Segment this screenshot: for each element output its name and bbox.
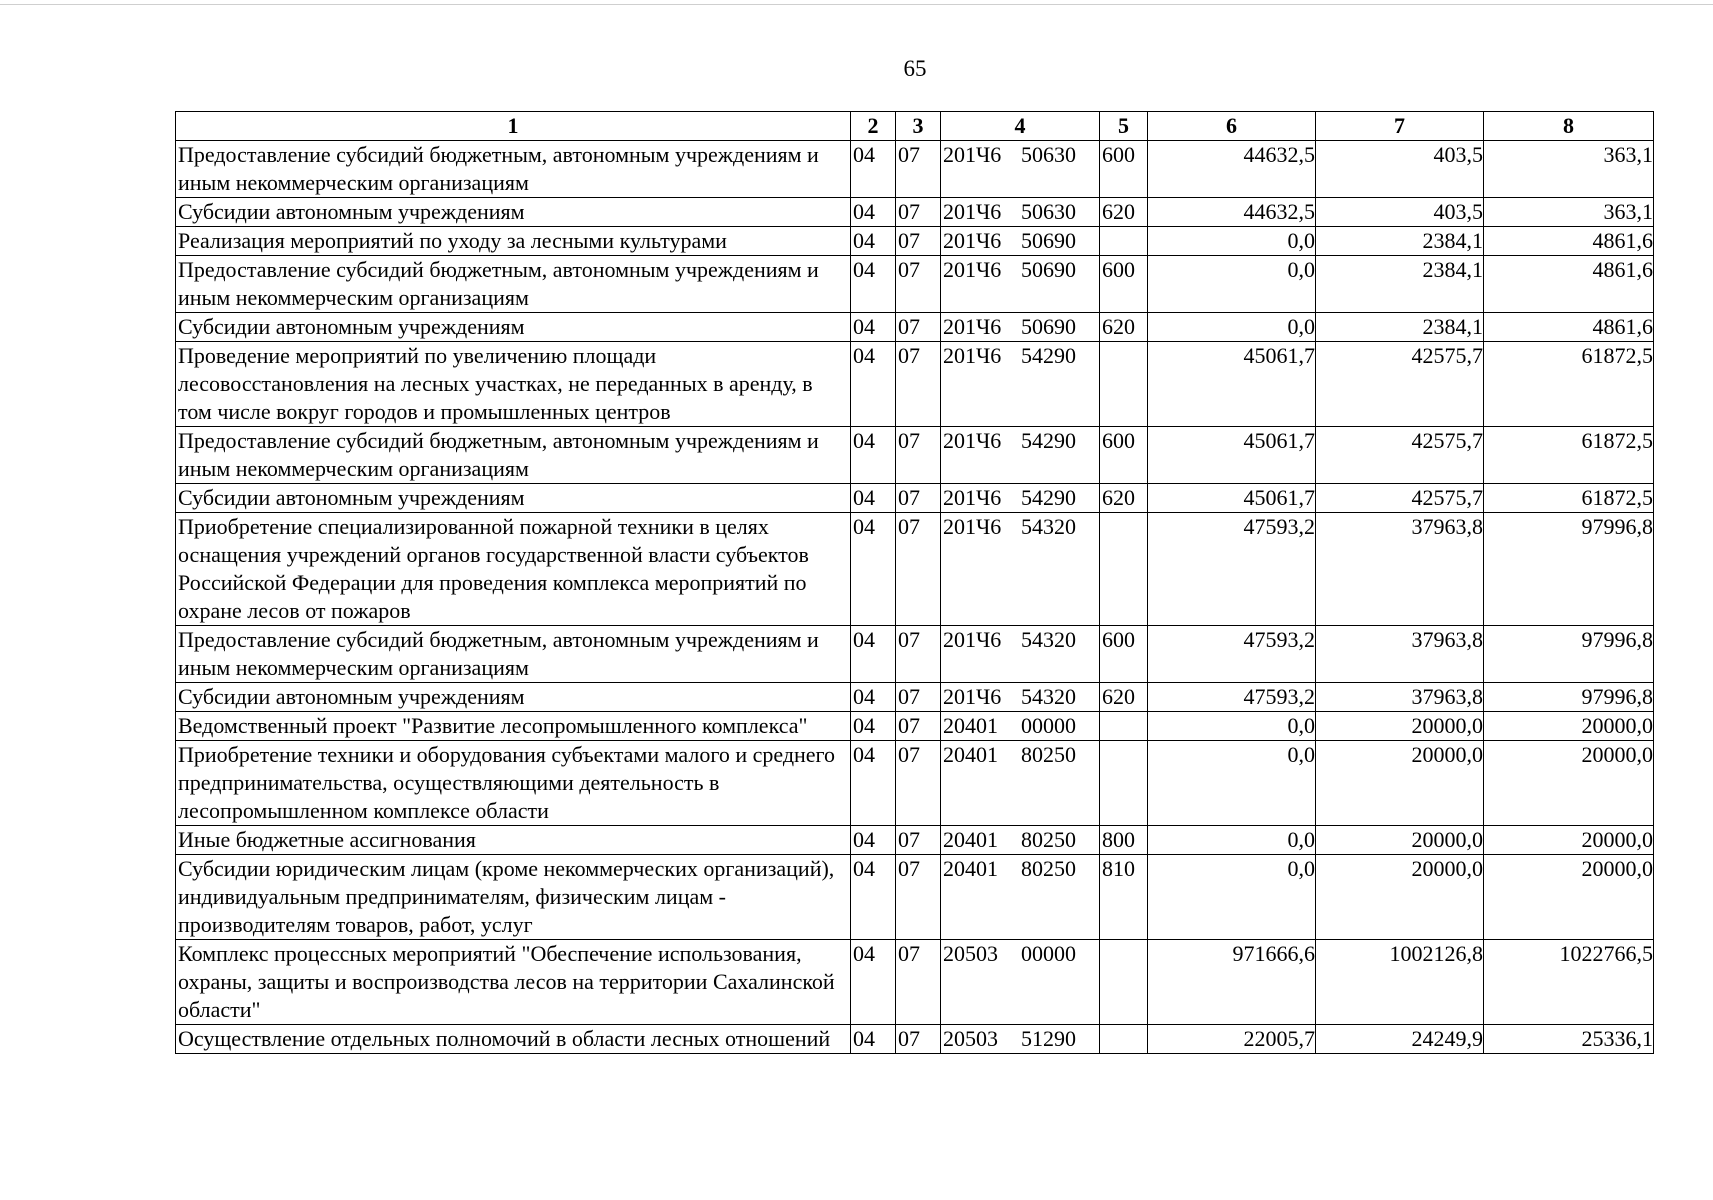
row-section-code: 04	[851, 683, 896, 712]
row-program-code: 201Ч6	[943, 142, 1002, 167]
row-name: Предоставление субсидий бюджетным, автономным учреждениям и иным некоммерческим организациям	[176, 141, 851, 198]
row-value-col-6: 44632,5	[1148, 198, 1316, 227]
row-program-code: 201Ч6	[943, 314, 1002, 339]
row-value-col-6: 22005,7	[1148, 1025, 1316, 1054]
header-col-6: 6	[1148, 112, 1316, 141]
row-name: Предоставление субсидий бюджетным, автономным учреждениям и иным некоммерческим организациям	[176, 427, 851, 484]
row-value-col-7: 20000,0	[1316, 712, 1484, 741]
row-value-col-7: 403,5	[1316, 141, 1484, 198]
table-row	[176, 855, 1654, 940]
row-program-code: 201Ч6	[943, 684, 1002, 709]
row-subsection-code: 07	[896, 1025, 941, 1054]
row-subsection-code: 07	[896, 712, 941, 741]
row-value-col-8: 20000,0	[1484, 741, 1654, 826]
row-expense-type-code	[1100, 712, 1148, 741]
row-section-code: 04	[851, 1025, 896, 1054]
row-subsection-code: 07	[896, 683, 941, 712]
row-direction-code: 50690	[1021, 314, 1076, 339]
table-row	[176, 626, 1654, 683]
row-section-code: 04	[851, 342, 896, 427]
row-subsection-code: 07	[896, 342, 941, 427]
row-program-code: 201Ч6	[943, 514, 1002, 539]
row-name: Субсидии юридическим лицам (кроме некоммерческих организаций), индивидуальным предпринимателям, физическим лицам - производителям товаров, работ, услуг	[176, 855, 851, 940]
row-value-col-8: 4861,6	[1484, 227, 1654, 256]
row-target-article-code	[941, 513, 1100, 626]
row-value-col-6: 45061,7	[1148, 484, 1316, 513]
row-value-col-7: 42575,7	[1316, 427, 1484, 484]
row-section-code: 04	[851, 427, 896, 484]
row-subsection-code: 07	[896, 626, 941, 683]
header-col-4: 4	[941, 112, 1100, 141]
row-program-code: 20401	[943, 713, 998, 738]
row-value-col-6: 45061,7	[1148, 342, 1316, 427]
row-value-col-7: 37963,8	[1316, 683, 1484, 712]
row-direction-code: 54320	[1021, 684, 1076, 709]
row-direction-code: 50630	[1021, 142, 1076, 167]
table-row	[176, 342, 1654, 427]
row-value-col-6: 0,0	[1148, 855, 1316, 940]
row-subsection-code: 07	[896, 141, 941, 198]
row-value-col-6: 0,0	[1148, 227, 1316, 256]
row-direction-code: 54290	[1021, 428, 1076, 453]
row-target-article-code	[941, 198, 1100, 227]
header-col-7: 7	[1316, 112, 1484, 141]
row-section-code: 04	[851, 712, 896, 741]
row-direction-code: 80250	[1021, 742, 1076, 767]
row-section-code: 04	[851, 940, 896, 1025]
row-target-article-code	[941, 227, 1100, 256]
row-expense-type-code	[1100, 227, 1148, 256]
row-direction-code: 54320	[1021, 627, 1076, 652]
page-top-edge	[0, 4, 1713, 5]
row-value-col-7: 24249,9	[1316, 1025, 1484, 1054]
row-value-col-7: 42575,7	[1316, 342, 1484, 427]
row-program-code: 201Ч6	[943, 257, 1002, 282]
header-col-5: 5	[1100, 112, 1148, 141]
row-direction-code: 51290	[1021, 1026, 1076, 1051]
table-row	[176, 427, 1654, 484]
row-expense-type-code	[1100, 940, 1148, 1025]
row-value-col-7: 37963,8	[1316, 513, 1484, 626]
row-value-col-7: 2384,1	[1316, 313, 1484, 342]
row-subsection-code: 07	[896, 313, 941, 342]
row-target-article-code	[941, 484, 1100, 513]
table-row	[176, 712, 1654, 741]
row-expense-type-code	[1100, 342, 1148, 427]
row-program-code: 201Ч6	[943, 343, 1002, 368]
row-direction-code: 50630	[1021, 199, 1076, 224]
row-program-code: 201Ч6	[943, 228, 1002, 253]
row-name: Ведомственный проект "Развитие лесопромышленного комплекса"	[176, 712, 851, 741]
row-value-col-6: 0,0	[1148, 256, 1316, 313]
row-name: Приобретение техники и оборудования субъектами малого и среднего предпринимательства, осуществляющими деятельность в лесопромышленном комплексе области	[176, 741, 851, 826]
row-value-col-8: 97996,8	[1484, 626, 1654, 683]
row-direction-code: 54290	[1021, 343, 1076, 368]
row-program-code: 201Ч6	[943, 627, 1002, 652]
row-expense-type-code	[1100, 513, 1148, 626]
row-section-code: 04	[851, 626, 896, 683]
row-program-code: 201Ч6	[943, 485, 1002, 510]
row-section-code: 04	[851, 256, 896, 313]
row-value-col-7: 20000,0	[1316, 826, 1484, 855]
row-target-article-code	[941, 683, 1100, 712]
row-expense-type-code: 620	[1100, 683, 1148, 712]
row-expense-type-code: 620	[1100, 198, 1148, 227]
row-subsection-code: 07	[896, 940, 941, 1025]
row-value-col-8: 61872,5	[1484, 484, 1654, 513]
table-row	[176, 198, 1654, 227]
row-direction-code: 54290	[1021, 485, 1076, 510]
table-row	[176, 513, 1654, 626]
row-subsection-code: 07	[896, 855, 941, 940]
row-direction-code: 54320	[1021, 514, 1076, 539]
row-value-col-6: 47593,2	[1148, 683, 1316, 712]
row-value-col-6: 0,0	[1148, 826, 1316, 855]
row-program-code: 20503	[943, 941, 998, 966]
row-expense-type-code: 620	[1100, 313, 1148, 342]
header-col-2: 2	[851, 112, 896, 141]
table-row	[176, 940, 1654, 1025]
row-subsection-code: 07	[896, 741, 941, 826]
budget-table	[175, 111, 1654, 1054]
row-value-col-8: 4861,6	[1484, 313, 1654, 342]
row-direction-code: 50690	[1021, 257, 1076, 282]
row-expense-type-code: 620	[1100, 484, 1148, 513]
row-expense-type-code: 600	[1100, 256, 1148, 313]
table-row	[176, 826, 1654, 855]
row-target-article-code	[941, 940, 1100, 1025]
row-subsection-code: 07	[896, 826, 941, 855]
row-value-col-8: 363,1	[1484, 141, 1654, 198]
row-value-col-6: 0,0	[1148, 741, 1316, 826]
row-subsection-code: 07	[896, 198, 941, 227]
row-program-code: 20503	[943, 1026, 998, 1051]
row-target-article-code	[941, 427, 1100, 484]
row-value-col-8: 363,1	[1484, 198, 1654, 227]
row-name: Осуществление отдельных полномочий в области лесных отношений	[176, 1025, 851, 1054]
row-expense-type-code	[1100, 1025, 1148, 1054]
row-program-code: 201Ч6	[943, 199, 1002, 224]
row-value-col-8: 61872,5	[1484, 342, 1654, 427]
row-target-article-code	[941, 1025, 1100, 1054]
row-value-col-8: 20000,0	[1484, 855, 1654, 940]
row-subsection-code: 07	[896, 427, 941, 484]
row-name: Субсидии автономным учреждениям	[176, 313, 851, 342]
row-expense-type-code: 600	[1100, 626, 1148, 683]
row-expense-type-code	[1100, 741, 1148, 826]
row-value-col-7: 2384,1	[1316, 227, 1484, 256]
row-target-article-code	[941, 741, 1100, 826]
row-name: Комплекс процессных мероприятий "Обеспечение использования, охраны, защиты и воспроизводства лесов на территории Сахалинской области"	[176, 940, 851, 1025]
row-section-code: 04	[851, 513, 896, 626]
row-value-col-6: 44632,5	[1148, 141, 1316, 198]
row-value-col-7: 37963,8	[1316, 626, 1484, 683]
table-row	[176, 683, 1654, 712]
header-col-8: 8	[1484, 112, 1654, 141]
row-value-col-8: 97996,8	[1484, 683, 1654, 712]
row-target-article-code	[941, 712, 1100, 741]
row-name: Субсидии автономным учреждениям	[176, 683, 851, 712]
row-value-col-7: 42575,7	[1316, 484, 1484, 513]
row-value-col-7: 20000,0	[1316, 741, 1484, 826]
row-direction-code: 50690	[1021, 228, 1076, 253]
row-program-code: 201Ч6	[943, 428, 1002, 453]
row-target-article-code	[941, 826, 1100, 855]
row-target-article-code	[941, 626, 1100, 683]
table-row	[176, 256, 1654, 313]
row-target-article-code	[941, 141, 1100, 198]
table-row	[176, 227, 1654, 256]
row-section-code: 04	[851, 227, 896, 256]
row-subsection-code: 07	[896, 256, 941, 313]
row-value-col-6: 0,0	[1148, 712, 1316, 741]
row-value-col-6: 45061,7	[1148, 427, 1316, 484]
row-name: Предоставление субсидий бюджетным, автономным учреждениям и иным некоммерческим организациям	[176, 256, 851, 313]
row-name: Проведение мероприятий по увеличению площади лесовосстановления на лесных участках, не переданных в аренду, в том числе вокруг городов и промышленных центров	[176, 342, 851, 427]
table-row	[176, 484, 1654, 513]
row-target-article-code	[941, 855, 1100, 940]
row-section-code: 04	[851, 484, 896, 513]
row-name: Субсидии автономным учреждениям	[176, 484, 851, 513]
row-value-col-8: 97996,8	[1484, 513, 1654, 626]
page-number: 65	[903, 56, 927, 81]
row-section-code: 04	[851, 741, 896, 826]
row-value-col-6: 47593,2	[1148, 626, 1316, 683]
row-direction-code: 80250	[1021, 856, 1076, 881]
row-name: Предоставление субсидий бюджетным, автономным учреждениям и иным некоммерческим организациям	[176, 626, 851, 683]
row-target-article-code	[941, 313, 1100, 342]
header-col-1: 1	[176, 112, 851, 141]
row-direction-code: 80250	[1021, 827, 1076, 852]
row-subsection-code: 07	[896, 513, 941, 626]
row-section-code: 04	[851, 141, 896, 198]
row-expense-type-code: 800	[1100, 826, 1148, 855]
row-target-article-code	[941, 342, 1100, 427]
row-expense-type-code: 600	[1100, 427, 1148, 484]
row-subsection-code: 07	[896, 484, 941, 513]
row-target-article-code	[941, 256, 1100, 313]
row-value-col-7: 20000,0	[1316, 855, 1484, 940]
row-name: Реализация мероприятий по уходу за лесными культурами	[176, 227, 851, 256]
row-section-code: 04	[851, 313, 896, 342]
row-value-col-7: 1002126,8	[1316, 940, 1484, 1025]
row-program-code: 20401	[943, 856, 998, 881]
row-direction-code: 00000	[1021, 941, 1076, 966]
row-value-col-8: 4861,6	[1484, 256, 1654, 313]
row-value-col-7: 2384,1	[1316, 256, 1484, 313]
row-value-col-8: 25336,1	[1484, 1025, 1654, 1054]
row-section-code: 04	[851, 198, 896, 227]
table-row	[176, 141, 1654, 198]
row-program-code: 20401	[943, 827, 998, 852]
row-expense-type-code: 600	[1100, 141, 1148, 198]
row-subsection-code: 07	[896, 227, 941, 256]
row-value-col-6: 47593,2	[1148, 513, 1316, 626]
row-section-code: 04	[851, 855, 896, 940]
row-direction-code: 00000	[1021, 713, 1076, 738]
table-row	[176, 741, 1654, 826]
row-value-col-7: 403,5	[1316, 198, 1484, 227]
row-value-col-8: 20000,0	[1484, 826, 1654, 855]
row-program-code: 20401	[943, 742, 998, 767]
table-body	[176, 141, 1654, 1054]
table-row	[176, 313, 1654, 342]
row-name: Приобретение специализированной пожарной техники в целях оснащения учреждений органов государственной власти субъектов Российской Федерации для проведения комплекса мероприятий по охране лесов от пожаров	[176, 513, 851, 626]
header-row	[176, 112, 1654, 141]
row-name: Иные бюджетные ассигнования	[176, 826, 851, 855]
header-col-3: 3	[896, 112, 941, 141]
table-row	[176, 1025, 1654, 1054]
row-value-col-8: 61872,5	[1484, 427, 1654, 484]
row-expense-type-code: 810	[1100, 855, 1148, 940]
row-name: Субсидии автономным учреждениям	[176, 198, 851, 227]
row-value-col-8: 20000,0	[1484, 712, 1654, 741]
row-section-code: 04	[851, 826, 896, 855]
row-value-col-8: 1022766,5	[1484, 940, 1654, 1025]
row-value-col-6: 971666,6	[1148, 940, 1316, 1025]
row-value-col-6: 0,0	[1148, 313, 1316, 342]
